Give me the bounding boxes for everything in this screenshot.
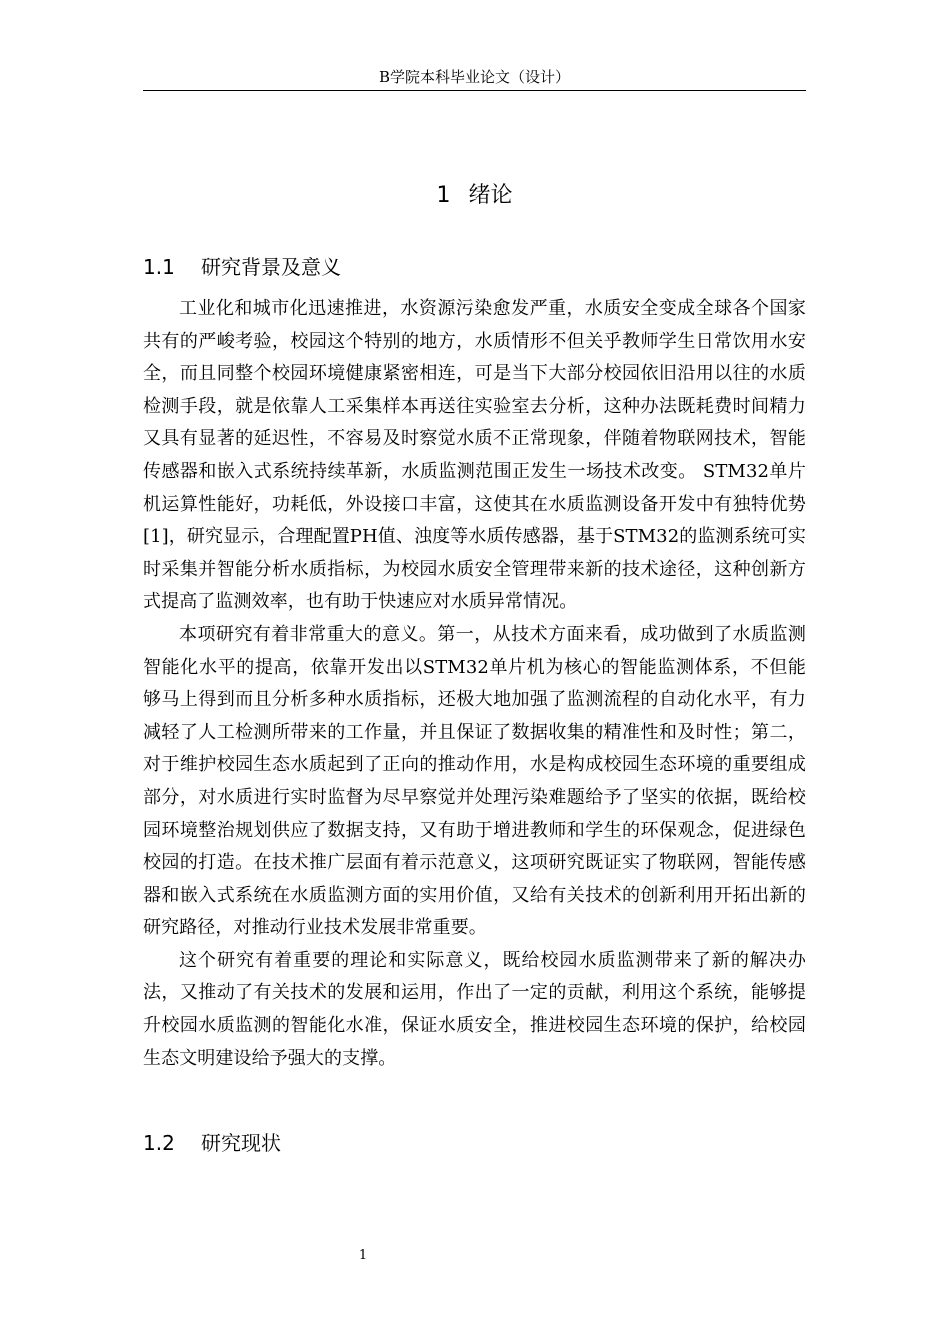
chapter-title: [143, 180, 806, 212]
page-number: 1: [358, 1248, 368, 1263]
chapter-title-text: 绪论: [468, 183, 513, 208]
paragraph: 工业化和城市化迅速推进，水资源污染愈发严重，水质安全变成全球各个国家共有的严峻考验，校园这个特别的地方，水质情形不但关乎教师学生日常饮用水安全，而且同整个校园环境健康紧密相连，可是当下大部分校园依旧沿用以往的水质检测手段，就是依靠人工采集样本再送往实验室去分析，这种办法既耗费时间精力又具有显著的延迟性，不容易及时察觉水质不正常现象，伴随着物联网技术，智能传感器和嵌入式系统持续革新，水质监测范围正发生一场技术改变。 STM32单片机运算性能好，功耗低，外设接口丰富，这使其在水质监测设备开发中有独特优势[1]，研究显示，合理配置PH值、浊度等水质传感器，基于STM32的监测系统可实时采集并智能分析水质指标，为校园水质安全管理带来新的技术途径，这种创新方式提高了监测效率，也有助于快速应对水质异常情况。: [143, 298, 806, 613]
chapter-number: 1: [436, 183, 451, 208]
section-heading: [143, 252, 341, 282]
section-heading: [143, 1128, 281, 1158]
section-title: 研究背景及意义: [201, 255, 341, 279]
section-title: 研究现状: [201, 1131, 281, 1155]
page-header-text: B学院本科毕业论文（设计）: [378, 68, 571, 86]
paragraph: 本项研究有着非常重大的意义。第一，从技术方面来看，成功做到了水质监测智能化水平的提高，依靠开发出以STM32单片机为核心的智能监测体系，不但能够马上得到而且分析多种水质指标，还极大地加强了监测流程的自动化水平，有力减轻了人工检测所带来的工作量，并且保证了数据收集的精准性和及时性；第二，对于维护校园生态水质起到了正向的推动作用，水是构成校园生态环境的重要组成部分，对水质进行实时监督为尽早察觉并处理污染难题给予了坚实的依据，既给校园环境整治规划供应了数据支持，又有助于增进教师和学生的环保观念，促进绿色校园的打造。在技术推广层面有着示范意义，这项研究既证实了物联网，智能传感器和嵌入式系统在水质监测方面的实用价值，又给有关技术的创新利用开拓出新的研究路径，对推动行业技术发展非常重要。: [143, 623, 806, 939]
section-number: 1.2: [143, 1131, 175, 1155]
body-text: [143, 293, 806, 1075]
paragraph: 这个研究有着重要的理论和实际意义，既给校园水质监测带来了新的解决办法，又推动了有关技术的发展和运用，作出了一定的贡献，利用这个系统，能够提升校园水质监测的智能化水准，保证水质安全，推进校园生态环境的保护，给校园生态文明建设给予强大的支撑。: [143, 949, 806, 1069]
page-header: [143, 66, 806, 91]
section-number: 1.1: [143, 255, 175, 279]
